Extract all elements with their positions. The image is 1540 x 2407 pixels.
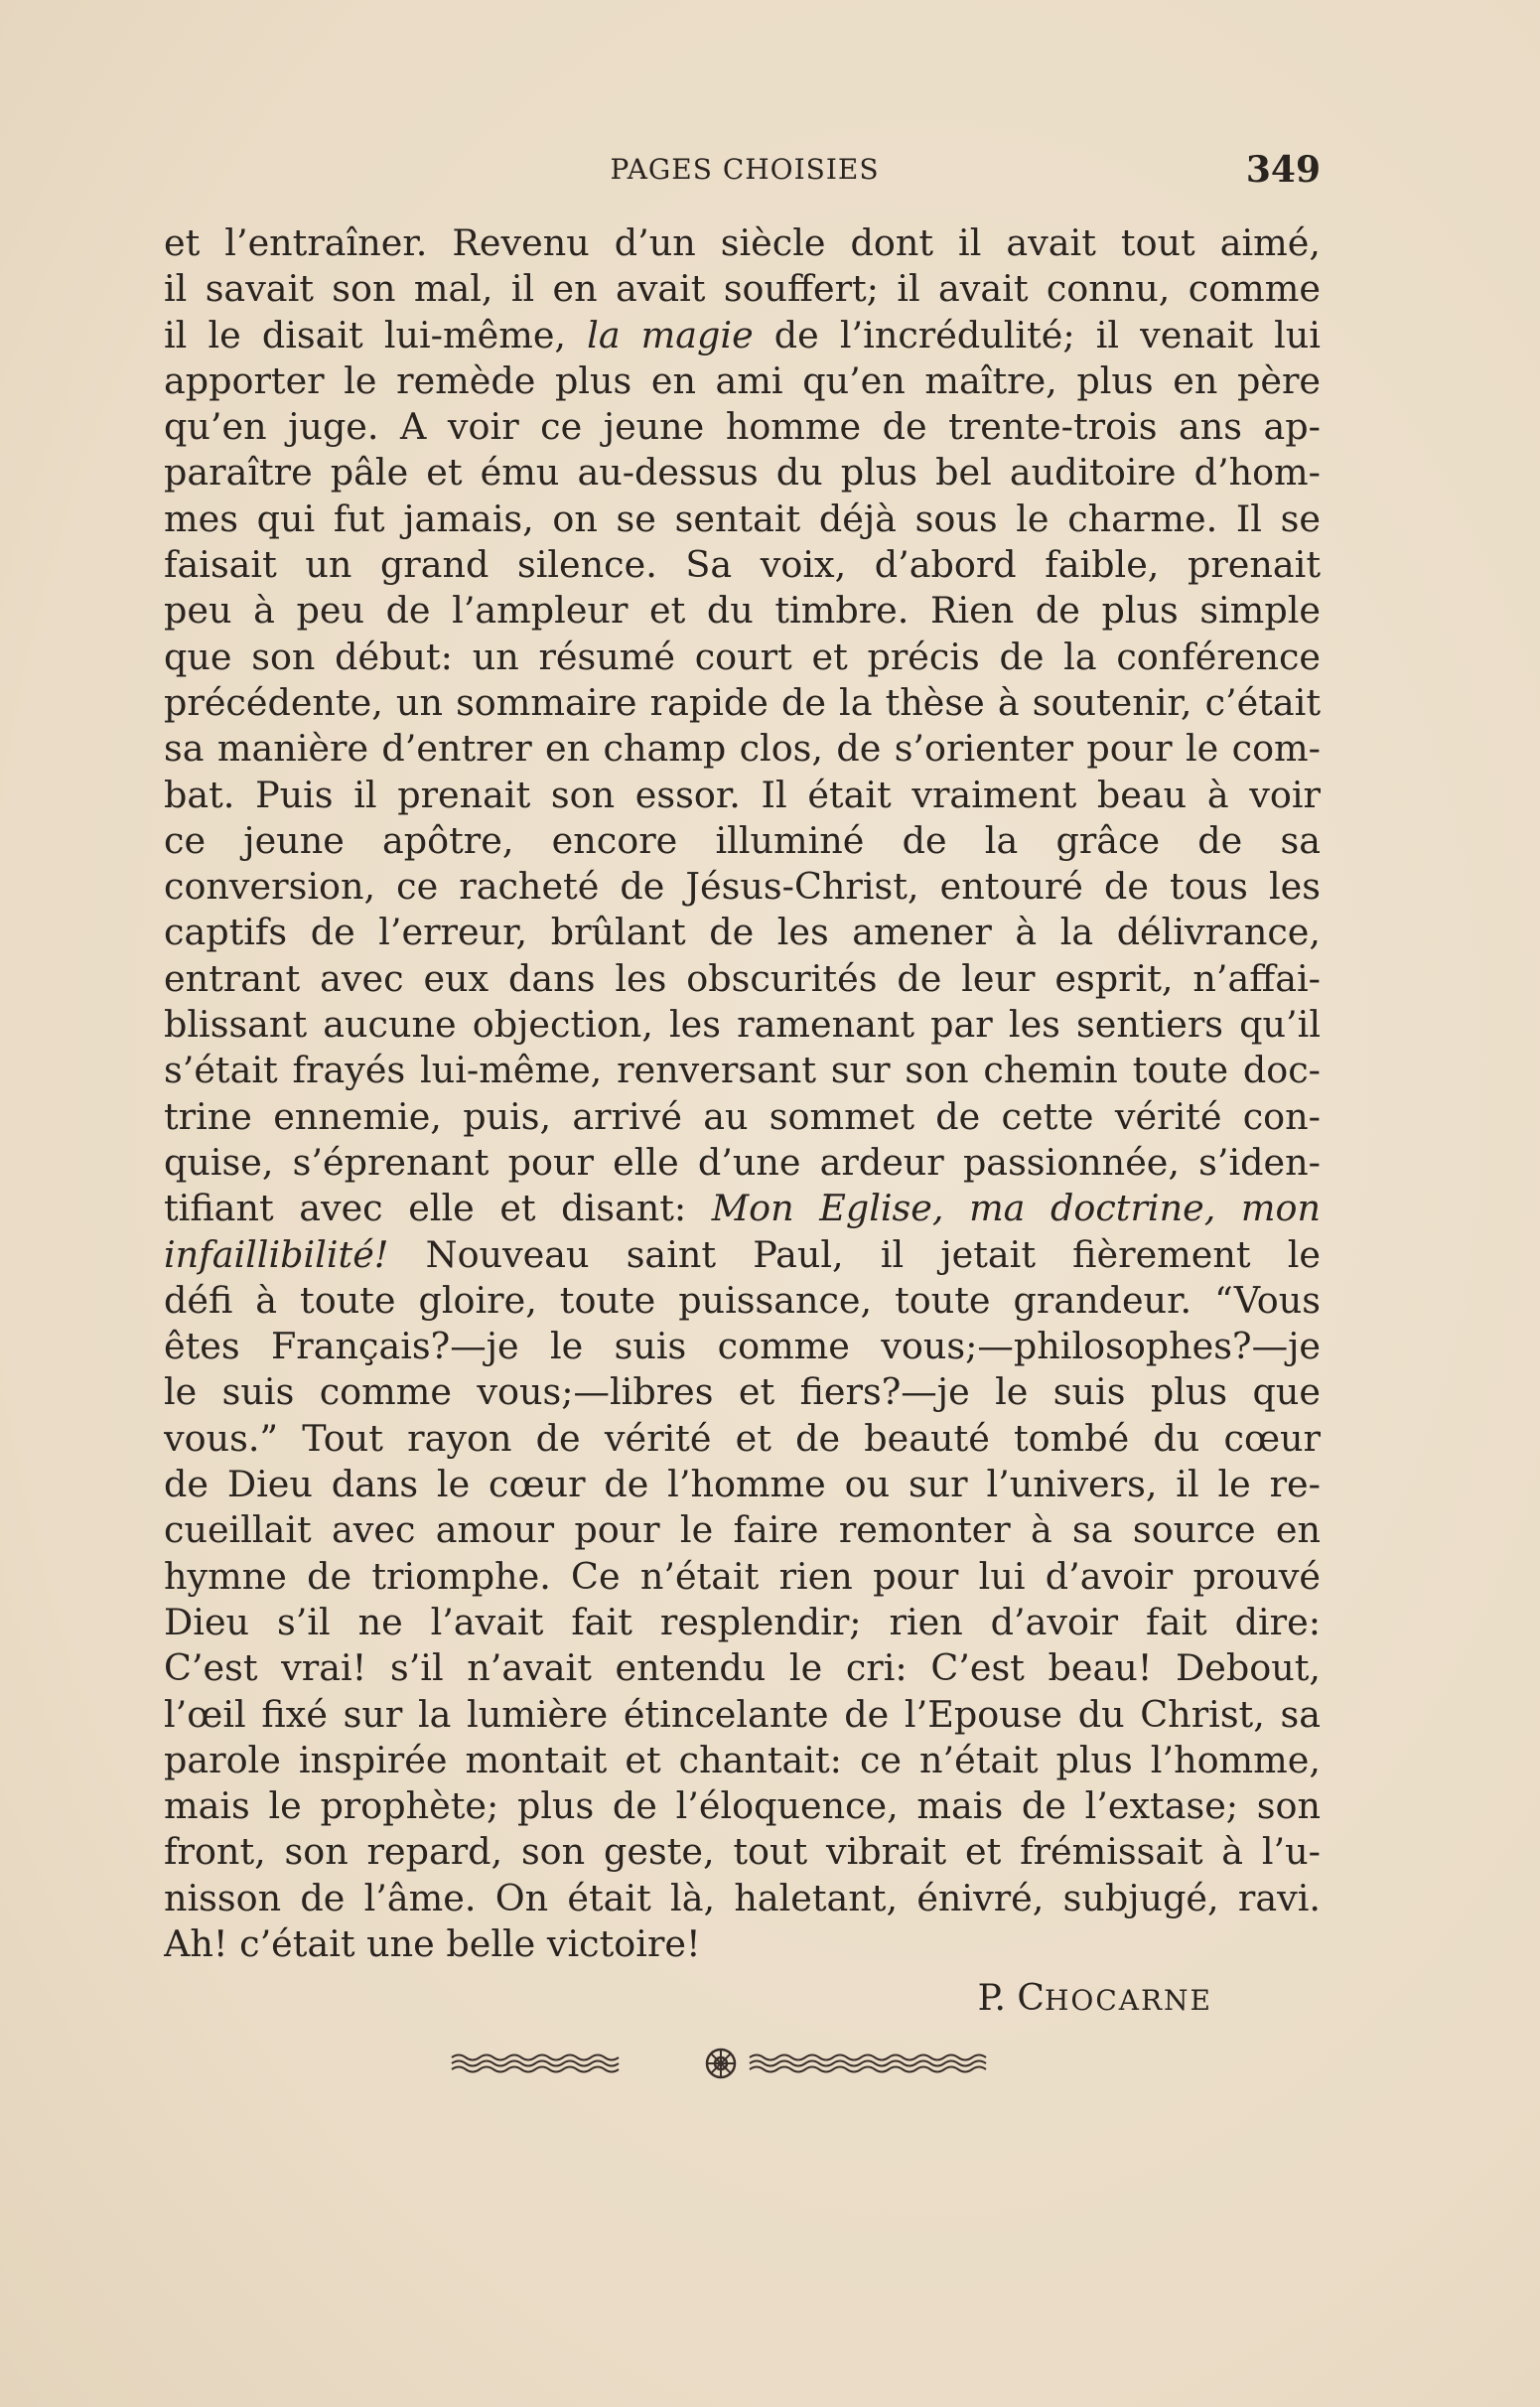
text-line: captifs de l’erreur, brûlant de les amener à la délivrance, [164,911,1321,954]
italic-segment: infaillibilité! [164,1232,389,1276]
text-line: mes qui fut jamais, on se sentait déjà sous le charme. Il se [164,496,1321,540]
text-line [164,1232,1321,1278]
text-line: blissant aucune objection, les ramenant par les sentiers qu’il [164,1003,1321,1047]
text-line: bat. Puis il prenait son essor. Il était vraiment beau à voir [164,773,1321,816]
running-head [169,149,1321,199]
text-line: faisait un grand silence. Sa voix, d’abord faible, prenait [164,543,1321,587]
text-line: et l’entraîner. Revenu d’un siècle dont il avait tout aimé, [164,221,1321,264]
text-line: conversion, ce racheté de Jésus-Christ, entouré de tous les [164,865,1321,909]
text-line: apporter le remède plus en ami qu’en maître, plus en père [164,358,1321,402]
page-number: 349 [1245,149,1321,191]
text-line: mais le prophète; plus de l’éloquence, mais de l’extase; son [164,1784,1321,1828]
text-line: de Dieu dans le cœur de l’homme ou sur l’univers, il le re- [164,1463,1321,1506]
text-line [164,1186,1321,1231]
signature-name-first: C [1017,1978,1045,2019]
text-line: Dieu s’il ne l’avait fait resplendir; rien d’avoir fait dire: [164,1600,1321,1643]
body-text [164,220,1321,1967]
text-line: C’est vrai! s’il n’avait entendu le cri: C’est beau! Debout, [164,1646,1321,1690]
text-line: trine ennemie, puis, arrivé au sommet de cette vérité con- [164,1094,1321,1138]
text-line: précédente, un sommaire rapide de la thèse à soutenir, c’était [164,680,1321,724]
text-segment: il le disait lui-même, [164,313,588,356]
text-segment: Nouveau saint Paul, il jetait fièrement le [388,1232,1321,1276]
text-line: nisson de l’âme. On était là, haletant, énivré, subjugé, ravi. [164,1876,1321,1919]
text-line: hymne de triomphe. Ce n’était rien pour lui d’avoir prouvé [164,1554,1321,1598]
text-line: cueillait avec amour pour le faire remonter à sa source en [164,1508,1321,1552]
rosette-ornament-icon [447,2044,1003,2083]
text-line: s’était frayés lui-même, renversant sur son chemin toute doc- [164,1049,1321,1092]
text-line: le suis comme vous;—libres et fiers?—je le suis plus que [164,1370,1321,1414]
text-line: que son début: un résumé court et précis de la conférence [164,635,1321,678]
text-segment: de l’incrédulité; il venait lui [753,313,1321,356]
author-signature [978,1978,1212,2019]
text-line: paraître pâle et ému au-dessus du plus bel auditoire d’hom- [164,451,1321,495]
text-line: entrant avec eux dans les obscurités de leur esprit, n’affai- [164,956,1321,1000]
signature-name-rest: HOCARNE [1044,1984,1212,2017]
text-line: sa manière d’entrer en champ clos, de s’orienter pour le com- [164,727,1321,771]
text-line: défi à toute gloire, toute puissance, toute grandeur. “Vous [164,1278,1321,1322]
text-line: Ah! c’était une belle victoire! [164,1921,701,1965]
signature-initial: P. [977,1978,1018,2019]
text-segment: tifiant avec elle et disant: [164,1187,712,1230]
text-line: êtes Français?—je le suis comme vous;—philosophes?—je [164,1325,1321,1368]
text-line: parole inspirée montait et chantait: ce n’était plus l’homme, [164,1738,1321,1781]
text-line [164,313,1321,358]
text-line: vous.” Tout rayon de vérité et de beauté tombé du cœur [164,1416,1321,1460]
text-line: il savait son mal, il en avait souffert; il avait connu, comme [164,267,1321,311]
running-title: PAGES CHOISIES [610,153,880,186]
text-line: quise, s’éprenant pour elle d’une ardeur passionnée, s’iden- [164,1140,1321,1184]
text-line: peu à peu de l’ampleur et du timbre. Rien de plus simple [164,589,1321,633]
text-line: front, son repard, son geste, tout vibrait et frémissait à l’u- [164,1830,1321,1874]
text-line: l’œil fixé sur la lumière étincelante de l’Epouse du Christ, sa [164,1692,1321,1736]
italic-segment: la magie [587,313,754,356]
text-line: qu’en juge. A voir ce jeune homme de trente-trois ans ap- [164,405,1321,449]
italic-segment: Mon Eglise, ma doctrine, mon [711,1187,1321,1230]
text-line: ce jeune apôtre, encore illuminé de la grâce de sa [164,818,1321,862]
